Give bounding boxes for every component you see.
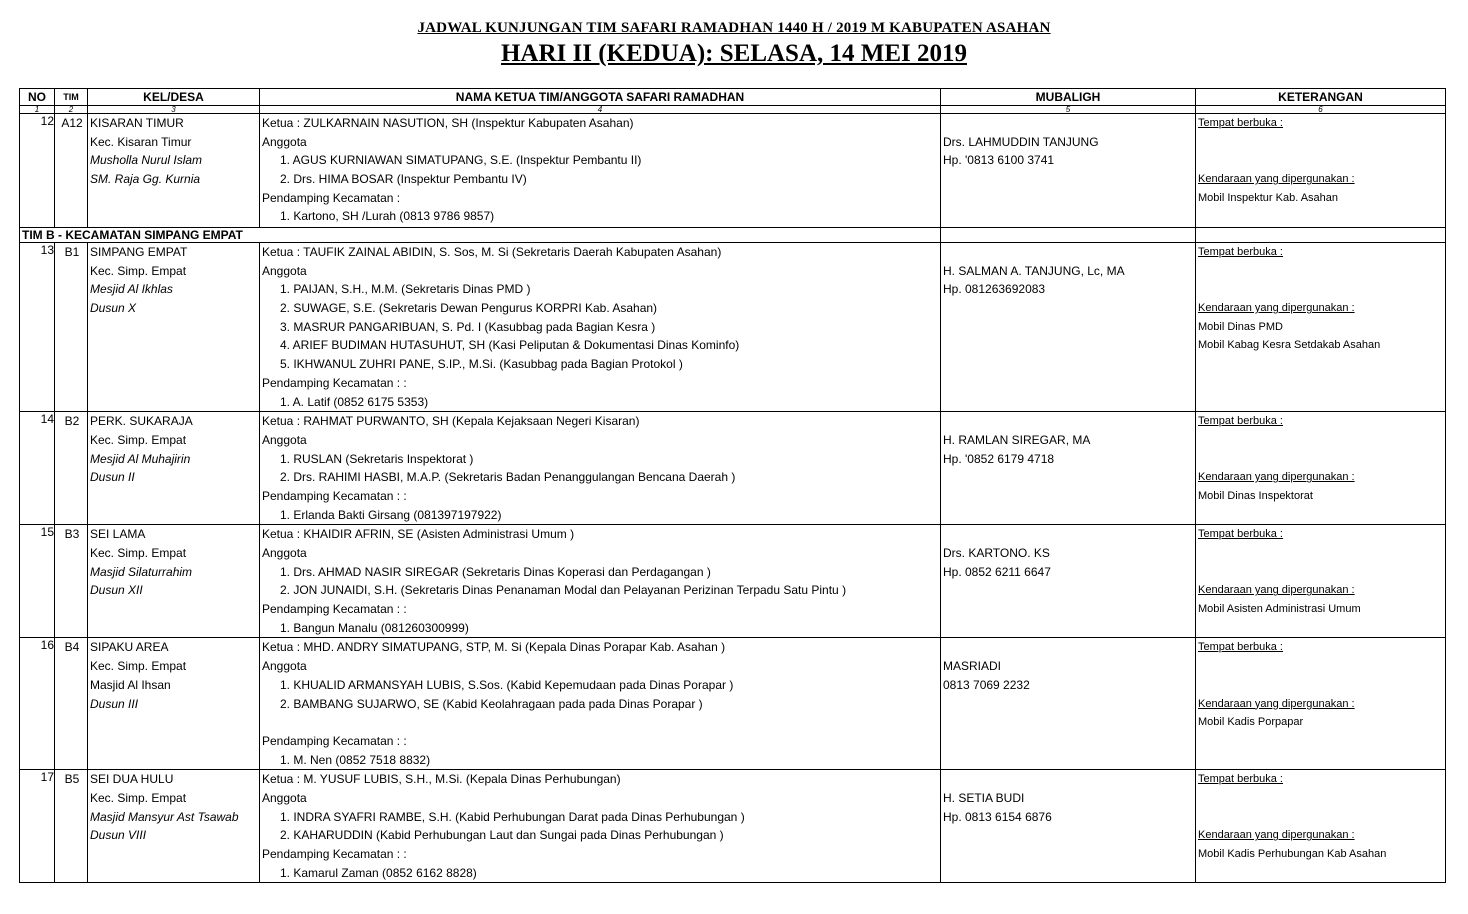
row-nama-ketua <box>260 770 941 883</box>
row-nama-ketua <box>260 525 941 638</box>
anggota-label: Anggota <box>262 790 307 805</box>
row-keterangan <box>1196 412 1446 525</box>
pendamping-item: 1. Bangun Manalu (081260300999) <box>280 620 469 635</box>
pendamping-item: 1. Kartono, SH /Lurah (0813 9786 9857) <box>280 209 495 224</box>
table-row <box>20 638 1446 770</box>
column-number: 1 <box>20 106 55 114</box>
pendamping-label: Pendamping Kecamatan : : <box>262 375 407 390</box>
row-nama-ketua <box>260 412 941 525</box>
row-kel-desa: PERK. SUKARAJA Kec. Simp. Empat Mesjid Al Muhajirin Dusun II <box>88 412 260 525</box>
table-row <box>20 243 1446 412</box>
mubaligh-phone: Hp. 0852 6211 6647 <box>943 564 1051 579</box>
column-number: 5 <box>941 106 1196 114</box>
row-no: 17 <box>20 770 55 883</box>
column-number-row <box>20 106 1446 114</box>
row-kel-desa: KISARAN TIMUR Kec. Kisaran Timur Musholla Nurul Islam SM. Raja Gg. Kurnia <box>88 114 260 228</box>
anggota-item: 1. RUSLAN (Sekretaris Inspektorat ) <box>280 451 474 466</box>
row-tim: A12 <box>55 114 88 228</box>
anggota-item: 2. JON JUNAIDI, S.H. (Sekretaris Dinas Penanaman Modal dan Pelayanan Perizinan Terpadu Satu Pintu ) <box>280 583 847 598</box>
group-row <box>20 228 1446 243</box>
kendaraan-item: Mobil Inspektur Kab. Asahan <box>1198 191 1339 204</box>
table-header-row <box>20 89 1446 106</box>
header-mubaligh: MUBALIGH <box>941 89 1196 106</box>
row-keterangan <box>1196 525 1446 638</box>
header-nama-ketua: NAMA KETUA TIM/ANGGOTA SAFARI RAMADHAN <box>260 89 941 106</box>
anggota-item: 1. PAIJAN, S.H., M.M. (Sekretaris Dinas PMD ) <box>280 282 531 297</box>
kendaraan-item: Mobil Dinas Inspektorat <box>1198 489 1313 502</box>
anggota-item: 2. KAHARUDDIN (Kabid Perhubungan Laut dan Sungai pada Dinas Perhubungan ) <box>280 828 724 843</box>
pendamping-label: Pendamping Kecamatan : : <box>262 847 407 861</box>
ketua-text: Ketua : TAUFIK ZAINAL ABIDIN, S. Sos, M. Si (Sekretaris Daerah Kabupaten Asahan) <box>262 245 722 259</box>
kendaraan-item: Mobil Kadis Porpapar <box>1198 716 1304 729</box>
mubaligh-name: Drs. LAHMUDDIN TANJUNG <box>943 134 1099 149</box>
tempat-berbuka-label: Tempat berbuka : <box>1198 117 1283 129</box>
pendamping-label: Pendamping Kecamatan : : <box>262 488 407 503</box>
column-number: 6 <box>1196 106 1446 114</box>
row-tim: B5 <box>55 770 88 883</box>
anggota-item: 3. MASRUR PANGARIBUAN, S. Pd. I (Kasubbag pada Bagian Kesra ) <box>280 319 656 334</box>
schedule-table <box>19 88 1446 883</box>
mubaligh-name: Drs. KARTONO. KS <box>943 546 1050 560</box>
ketua-text: Ketua : ZULKARNAIN NASUTION, SH (Inspektur Kabupaten Asahan) <box>262 116 634 130</box>
anggota-item: 4. ARIEF BUDIMAN HUTASUHUT, SH (Kasi Peliputan & Dokumentasi Dinas Kominfo) <box>280 338 740 353</box>
ketua-text: Ketua : M. YUSUF LUBIS, S.H., M.Si. (Kepala Dinas Perhubungan) <box>262 772 621 787</box>
header-no: NO <box>20 89 55 106</box>
table-row <box>20 770 1446 883</box>
row-mubaligh <box>941 412 1196 525</box>
row-no: 16 <box>20 638 55 770</box>
pendamping-item: 1. Erlanda Bakti Girsang (081397197922) <box>280 507 502 522</box>
anggota-label: Anggota <box>262 659 307 674</box>
anggota-label: Anggota <box>262 432 307 447</box>
column-number: 3 <box>88 106 260 114</box>
row-nama-ketua <box>260 243 941 412</box>
kendaraan-item: Mobil Asisten Administrasi Umum <box>1198 603 1361 616</box>
header-tim: TIM <box>55 89 88 106</box>
mubaligh-phone: Hp. '0813 6100 3741 <box>943 153 1055 168</box>
anggota-item: 2. Drs. RAHIMI HASBI, M.A.P. (Sekretaris Badan Penanggulangan Bencana Daerah ) <box>280 470 736 485</box>
pendamping-label: Pendamping Kecamatan : : <box>262 602 407 617</box>
mubaligh-phone: Hp. '0852 6179 4718 <box>943 451 1055 466</box>
kendaraan-label: Kendaraan yang dipergunakan : <box>1198 302 1355 315</box>
row-tim: B3 <box>55 525 88 638</box>
kendaraan-label: Kendaraan yang dipergunakan : <box>1198 471 1355 484</box>
row-mubaligh <box>941 638 1196 770</box>
anggota-label: Anggota <box>262 263 307 278</box>
row-kel-desa: SEI DUA HULU Kec. Simp. Empat Masjid Mansyur Ast Tsawab Dusun VIII <box>88 770 260 883</box>
row-no: 13 <box>20 243 55 412</box>
mubaligh-name: H. SETIA BUDI <box>943 790 1025 805</box>
anggota-item: 2. SUWAGE, S.E. (Sekretaris Dewan Pengurus KORPRI Kab. Asahan) <box>280 301 658 316</box>
table-row <box>20 525 1446 638</box>
row-nama-ketua <box>260 114 941 228</box>
anggota-item: 2. BAMBANG SUJARWO, SE (Kabid Keolahragaan pada pada Dinas Porapar ) <box>280 696 703 711</box>
row-keterangan <box>1196 638 1446 770</box>
row-tim: B4 <box>55 638 88 770</box>
row-keterangan <box>1196 114 1446 228</box>
tempat-berbuka-label: Tempat berbuka : <box>1198 641 1283 654</box>
tempat-berbuka-label: Tempat berbuka : <box>1198 773 1283 786</box>
anggota-item: 1. Drs. AHMAD NASIR SIREGAR (Sekretaris Dinas Koperasi dan Perdagangan ) <box>280 564 711 579</box>
row-no: 14 <box>20 412 55 525</box>
row-no: 15 <box>20 525 55 638</box>
pendamping-item: 1. M. Nen (0852 7518 8832) <box>280 752 431 767</box>
row-keterangan <box>1196 770 1446 883</box>
tempat-berbuka-label: Tempat berbuka : <box>1198 246 1283 258</box>
row-tim: B1 <box>55 243 88 412</box>
ketua-text: Ketua : RAHMAT PURWANTO, SH (Kepala Kejaksaan Negeri Kisaran) <box>262 414 640 429</box>
anggota-item: 1. KHUALID ARMANSYAH LUBIS, S.Sos. (Kabid Kepemudaan pada Dinas Porapar ) <box>280 677 734 692</box>
row-mubaligh <box>941 770 1196 883</box>
document-title: JADWAL KUNJUNGAN TIM SAFARI RAMADHAN 1440 H / 2019 M KABUPATEN ASAHAN <box>417 20 1051 36</box>
pendamping-label: Pendamping Kecamatan : : <box>262 733 407 748</box>
kendaraan-label: Kendaraan yang dipergunakan : <box>1198 173 1355 186</box>
mubaligh-name: H. RAMLAN SIREGAR, MA <box>943 432 1091 447</box>
row-no: 12 <box>20 114 55 228</box>
pendamping-item: 1. Kamarul Zaman (0852 6162 8828) <box>280 865 477 880</box>
row-mubaligh <box>941 114 1196 228</box>
kendaraan-item: Mobil Kadis Perhubungan Kab Asahan <box>1198 848 1387 860</box>
tempat-berbuka-label: Tempat berbuka : <box>1198 415 1283 428</box>
kendaraan-label: Kendaraan yang dipergunakan : <box>1198 829 1355 842</box>
row-tim: B2 <box>55 412 88 525</box>
mubaligh-name: H. SALMAN A. TANJUNG, Lc, MA <box>943 263 1125 278</box>
row-kel-desa: SIPAKU AREA Kec. Simp. Empat Masjid Al Ihsan Dusun III <box>88 638 260 770</box>
anggota-item: 1. AGUS KURNIAWAN SIMATUPANG, S.E. (Inspektur Pembantu II) <box>280 153 642 168</box>
anggota-item: 1. INDRA SYAFRI RAMBE, S.H. (Kabid Perhubungan Darat pada Dinas Perhubungan ) <box>280 809 745 824</box>
mubaligh-phone: Hp. 0813 6154 6876 <box>943 809 1052 824</box>
column-number: 2 <box>55 106 88 114</box>
row-kel-desa: SEI LAMA Kec. Simp. Empat Masjid Silaturrahim Dusun XII <box>88 525 260 638</box>
header-kel-desa: KEL/DESA <box>88 89 260 106</box>
anggota-item: 5. IKHWANUL ZUHRI PANE, S.IP., M.Si. (Kasubbag pada Bagian Protokol ) <box>280 357 683 372</box>
anggota-item: 2. Drs. HIMA BOSAR (Inspektur Pembantu IV) <box>280 172 527 187</box>
mubaligh-phone: 0813 7069 2232 <box>943 677 1030 692</box>
mubaligh-name: MASRIADI <box>943 659 1002 674</box>
row-mubaligh <box>941 525 1196 638</box>
header-keterangan: KETERANGAN <box>1196 89 1446 106</box>
row-nama-ketua <box>260 638 941 770</box>
mubaligh-phone: Hp. 081263692083 <box>943 282 1046 297</box>
row-keterangan <box>1196 243 1446 412</box>
row-mubaligh <box>941 243 1196 412</box>
ketua-text: Ketua : MHD. ANDRY SIMATUPANG, STP, M. Si (Kepala Dinas Porapar Kab. Asahan ) <box>262 640 726 655</box>
table-row <box>20 114 1446 228</box>
ketua-text: Ketua : KHAIDIR AFRIN, SE (Asisten Administrasi Umum ) <box>262 527 575 542</box>
pendamping-item: 1. A. Latif (0852 6175 5353) <box>280 394 429 409</box>
pendamping-label: Pendamping Kecamatan : <box>262 190 401 205</box>
kendaraan-label: Kendaraan yang dipergunakan : <box>1198 584 1355 597</box>
document-subtitle: HARI II (KEDUA): SELASA, 14 MEI 2019 <box>500 40 967 67</box>
kendaraan-item: Mobil Kabag Kesra Setdakab Asahan <box>1198 339 1381 352</box>
anggota-label: Anggota <box>262 134 307 149</box>
group-label: TIM B - KECAMATAN SIMPANG EMPAT <box>20 228 941 243</box>
kendaraan-item: Mobil Dinas PMD <box>1198 320 1283 333</box>
column-number: 4 <box>260 106 941 114</box>
row-kel-desa: SIMPANG EMPAT Kec. Simp. Empat Mesjid Al Ikhlas Dusun X <box>88 243 260 412</box>
table-row <box>20 412 1446 525</box>
kendaraan-label: Kendaraan yang dipergunakan : <box>1198 697 1355 710</box>
tempat-berbuka-label: Tempat berbuka : <box>1198 528 1283 541</box>
anggota-label: Anggota <box>262 546 307 560</box>
